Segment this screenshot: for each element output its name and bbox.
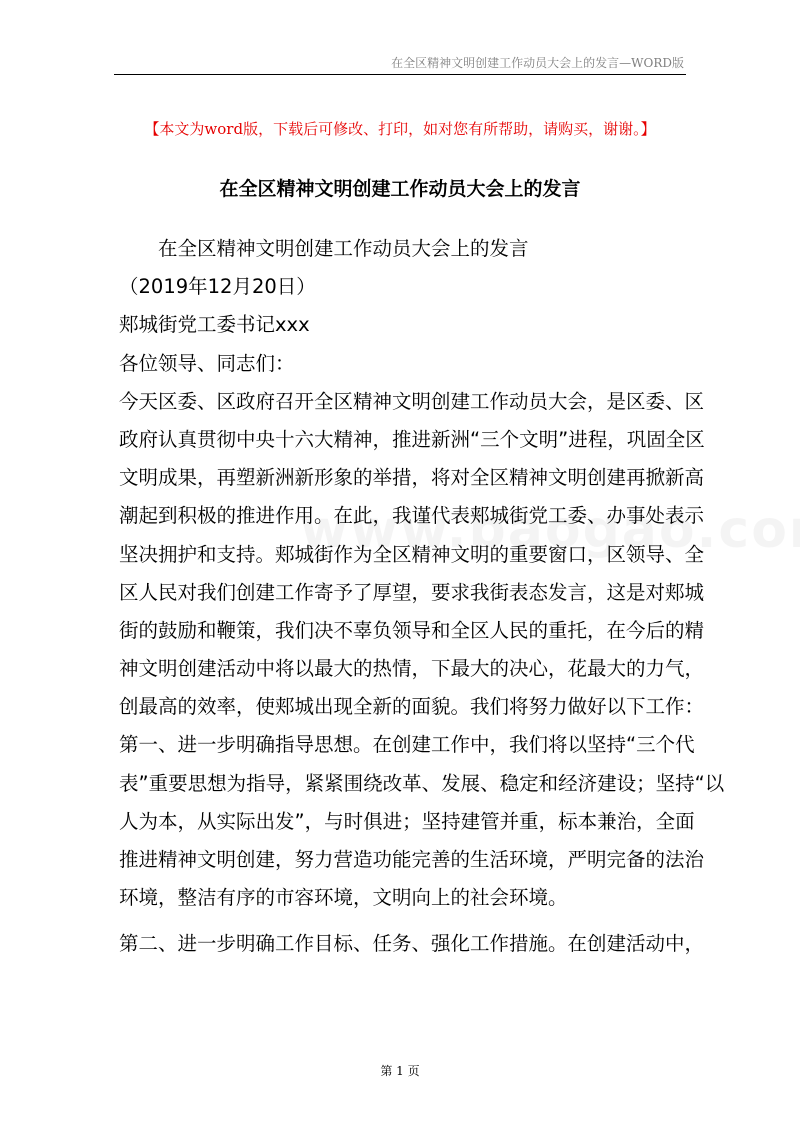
paragraph-line: 环境，整洁有序的市容环境，文明向上的社会环境。: [119, 886, 568, 910]
document-body: [119, 230, 725, 964]
paragraph-line: 政府认真贯彻中央十六大精神，推进新洲“三个文明”进程，巩固全区: [119, 427, 705, 451]
download-notice: 【本文为word版，下载后可修改、打印，如对您有所帮助，请购买，谢谢。】: [144, 120, 656, 138]
paragraph-line: 第二、进一步明确工作目标、任务、强化工作措施。在创建活动中，: [119, 932, 705, 956]
paragraph-line: 街的鼓励和鞭策，我们决不辜负领导和全区人民的重托，在今后的精: [119, 618, 705, 642]
paragraph-line: 表”重要思想为指导，紧紧围绕改革、发展、稳定和经济建设；坚持“以: [119, 771, 725, 795]
body-salutation: 各位领导、同志们：: [119, 351, 295, 375]
document-title: 在全区精神文明创建工作动员大会上的发言: [219, 178, 581, 200]
paragraph-line: 神文明创建活动中将以最大的热情，下最大的决心，花最大的力气，: [119, 657, 705, 681]
running-header: 在全区精神文明创建工作动员大会上的发言—WORD版: [391, 56, 684, 70]
page-number: 第 1 页: [380, 1064, 420, 1078]
paragraph-line: 今天区委、区政府召开全区精神文明创建工作动员大会，是区委、区: [119, 389, 705, 413]
paragraph-line: 潮起到积极的推进作用。在此，我谨代表郏城街党工委、办事处表示: [119, 504, 705, 528]
paragraph-line: 区人民对我们创建工作寄予了厚望，要求我街表态发言，这是对郏城: [119, 580, 705, 604]
body-date: （2019年12月20日）: [119, 275, 316, 299]
body-author: 郏城街党工委书记xxx: [119, 313, 310, 337]
paragraph-line: 坚决拥护和支持。郏城街作为全区精神文明的重要窗口，区领导、全: [119, 542, 705, 566]
paragraph-line: 创最高的效率，使郏城出现全新的面貌。我们将努力做好以下工作：: [119, 695, 705, 719]
paragraph-line: 推进精神文明创建，努力营造功能完善的生活环境，严明完备的法治: [119, 848, 705, 871]
paragraph-line: 文明成果，再塑新洲新形象的举措，将对全区精神文明创建再掀新高: [119, 466, 705, 490]
paragraph-line: 人为本，从实际出发”，与时俱进；坚持建管并重，标本兼治，全面: [119, 809, 695, 833]
header-divider: [114, 74, 686, 75]
body-subtitle: 在全区精神文明创建工作动员大会上的发言: [158, 237, 529, 260]
paragraph-line: 第一、进一步明确指导思想。在创建工作中，我们将以坚持“三个代: [119, 733, 695, 757]
